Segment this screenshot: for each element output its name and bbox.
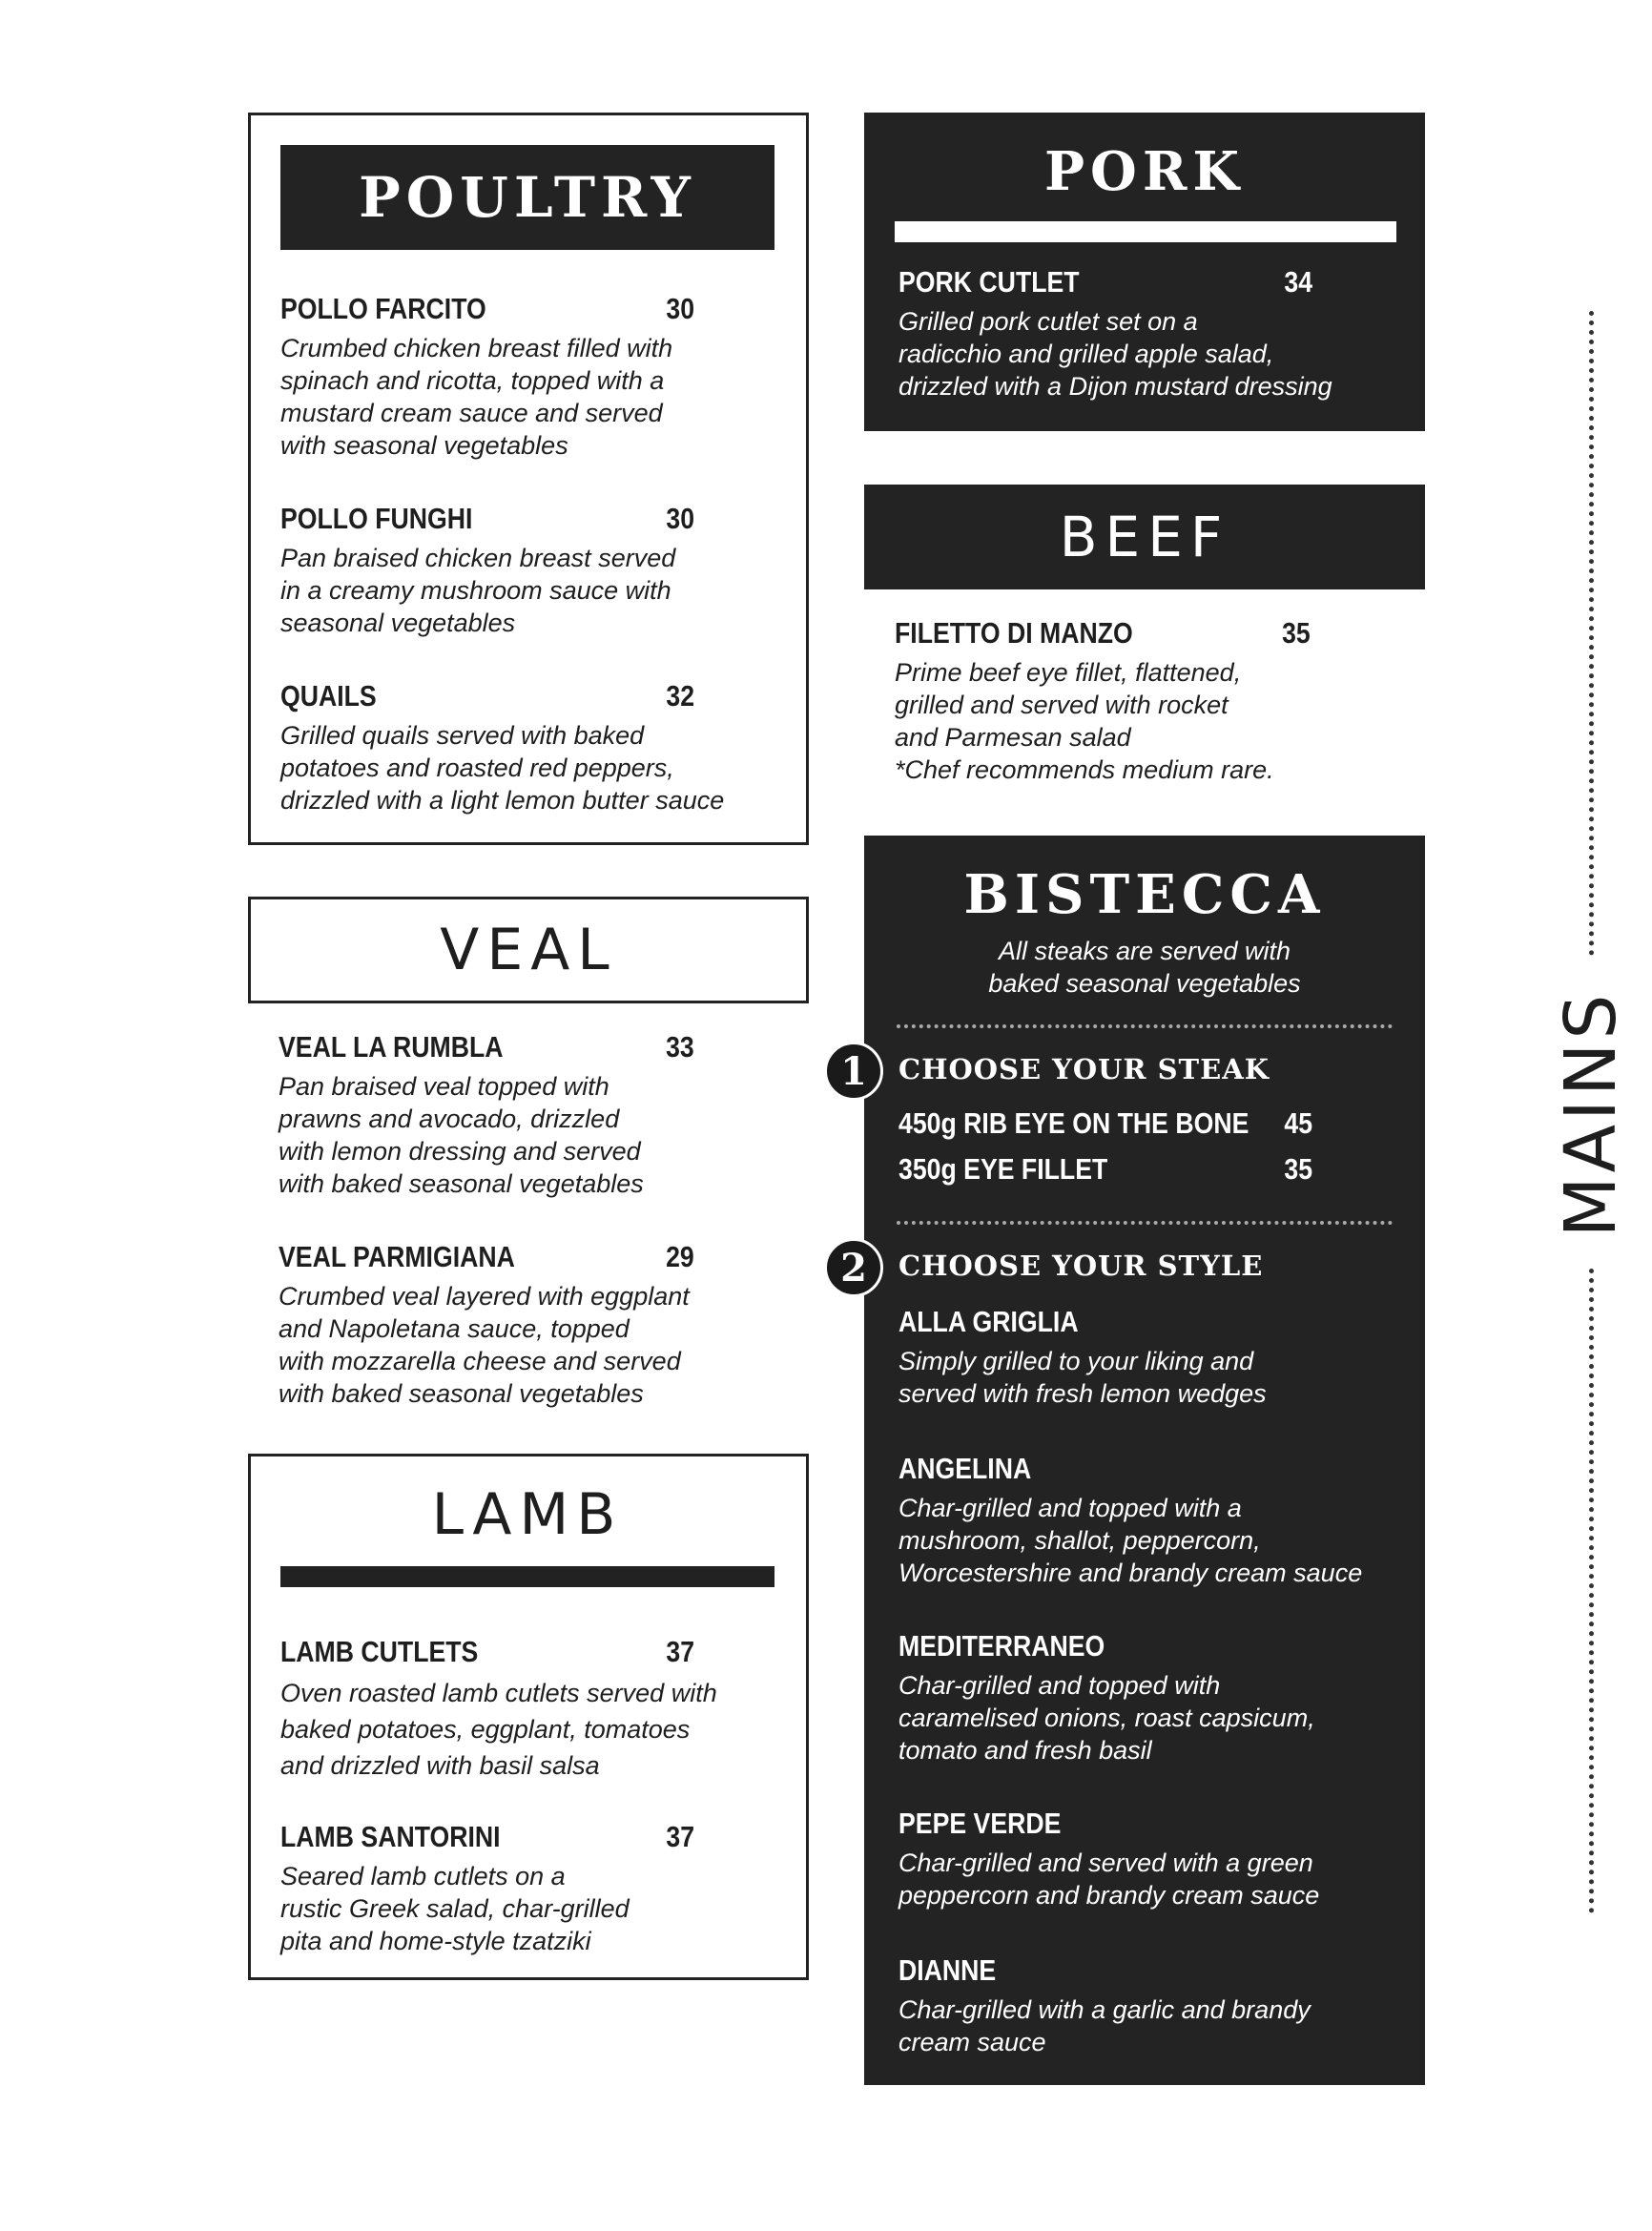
item-description: Prime beef eye fillet, flattened, grilled and served with rocket and Parmesan salad *Chef recommends medium rare. (895, 658, 1274, 784)
item-description: Char-grilled and served with a green peppercorn and brandy cream sauce (898, 1849, 1320, 1910)
item-price: 37 (666, 1820, 695, 1853)
bistecca-heading: BISTECCA (963, 863, 1326, 926)
item-price: 33 (666, 1030, 694, 1064)
item-name: MEDITERRANEO (898, 1629, 1105, 1663)
item-description: Pan braised chicken breast served in a creamy mushroom sauce with seasonal vegetables (280, 544, 676, 637)
item-name: FILETTO DI MANZO (895, 616, 1133, 650)
steak-option (898, 1152, 1393, 1187)
item-price: 30 (666, 292, 695, 325)
pork-heading-rule (895, 221, 1396, 242)
style-option (898, 1305, 1394, 1410)
poultry-heading: POULTRY (280, 145, 774, 250)
style-option (898, 1807, 1394, 1911)
item-name: PORK CUTLET (898, 265, 1080, 299)
item-description: Oven roasted lamb cutlets served with baked potatoes, eggplant, tomatoes and drizzled with basil salsa (280, 1679, 717, 1780)
divider (897, 1024, 1393, 1028)
item-price: 35 (1282, 616, 1311, 650)
item-name: VEAL PARMIGIANA (279, 1240, 515, 1273)
menu-item (280, 679, 774, 816)
side-dotted-line-bottom (1589, 1269, 1594, 1913)
item-price: 35 (1284, 1152, 1313, 1186)
menu-item (280, 502, 774, 639)
item-name: 450g RIB EYE ON THE BONE (898, 1106, 1249, 1140)
item-price: 37 (666, 1635, 695, 1668)
beef-heading: BEEF (864, 485, 1425, 589)
menu-item (898, 265, 1393, 403)
item-name: QUAILS (280, 679, 377, 713)
menu-item (279, 1240, 774, 1410)
item-price: 29 (666, 1240, 694, 1273)
item-price: 30 (666, 502, 695, 535)
menu-item (280, 1820, 774, 1957)
item-description: Grilled pork cutlet set on a radicchio and grilled apple salad, drizzled with a Dijon mustard dressing (898, 307, 1332, 401)
item-description: Char-grilled and topped with caramelised onions, roast capsicum, tomato and fresh basil (898, 1671, 1315, 1765)
side-dotted-line-top (1589, 311, 1594, 956)
item-description: Simply grilled to your liking and served with fresh lemon wedges (898, 1347, 1267, 1408)
item-description: Pan braised veal topped with prawns and avocado, drizzled with lemon dressing and served with baked seasonal vegetables (279, 1072, 644, 1198)
item-description: Grilled quails served with baked potatoes and roasted red peppers, drizzled with a light lemon butter sauce (280, 721, 725, 815)
divider (897, 1221, 1393, 1225)
item-name: POLLO FUNGHI (280, 502, 473, 535)
style-option (898, 1452, 1394, 1589)
step-number-badge: 1 (824, 1042, 883, 1101)
menu-item (895, 616, 1391, 786)
section-label: MAINS (1550, 990, 1632, 1238)
lamb-heading-rule (280, 1566, 774, 1587)
step-title: CHOOSE YOUR STEAK (898, 1053, 1270, 1085)
style-option (898, 1629, 1394, 1766)
step-number-badge: 2 (824, 1238, 883, 1297)
style-option (898, 1953, 1394, 2058)
item-price: 34 (1284, 265, 1313, 299)
lamb-heading: LAMB (431, 1481, 624, 1548)
item-description: Char-grilled and topped with a mushroom, shallot, peppercorn, Worcestershire and brandy cream sauce (898, 1494, 1363, 1587)
veal-heading: VEAL (248, 897, 809, 1003)
item-name: VEAL LA RUMBLA (279, 1030, 504, 1064)
item-name: ALLA GRIGLIA (898, 1305, 1079, 1338)
item-price: 45 (1284, 1106, 1313, 1140)
item-name: 350g EYE FILLET (898, 1152, 1108, 1186)
menu-item (279, 1030, 774, 1200)
item-name: LAMB SANTORINI (280, 1820, 501, 1853)
item-name: POLLO FARCITO (280, 292, 486, 325)
bistecca-subtitle: All steaks are served with baked seasonal vegetables (988, 937, 1301, 998)
menu-item (280, 292, 774, 462)
item-name: LAMB CUTLETS (280, 1635, 479, 1668)
step-title: CHOOSE YOUR STYLE (898, 1250, 1264, 1282)
item-description: Seared lamb cutlets on a rustic Greek salad, char-grilled pita and home-style tzatziki (280, 1862, 630, 1955)
item-description: Crumbed chicken breast filled with spinach and ricotta, topped with a mustard cream sauce and served with seasonal vegetables (280, 334, 673, 460)
item-description: Char-grilled with a garlic and brandy cream sauce (898, 1995, 1311, 2056)
steak-option (898, 1106, 1393, 1141)
item-price: 32 (666, 679, 695, 713)
item-name: DIANNE (898, 1953, 997, 1987)
item-name: ANGELINA (898, 1452, 1032, 1485)
item-name: PEPE VERDE (898, 1807, 1062, 1840)
menu-item (280, 1635, 774, 1784)
pork-heading: PORK (1043, 140, 1246, 203)
item-description: Crumbed veal layered with eggplant and Napoletana sauce, topped with mozzarella cheese and served with baked seasonal vegetables (279, 1282, 690, 1408)
